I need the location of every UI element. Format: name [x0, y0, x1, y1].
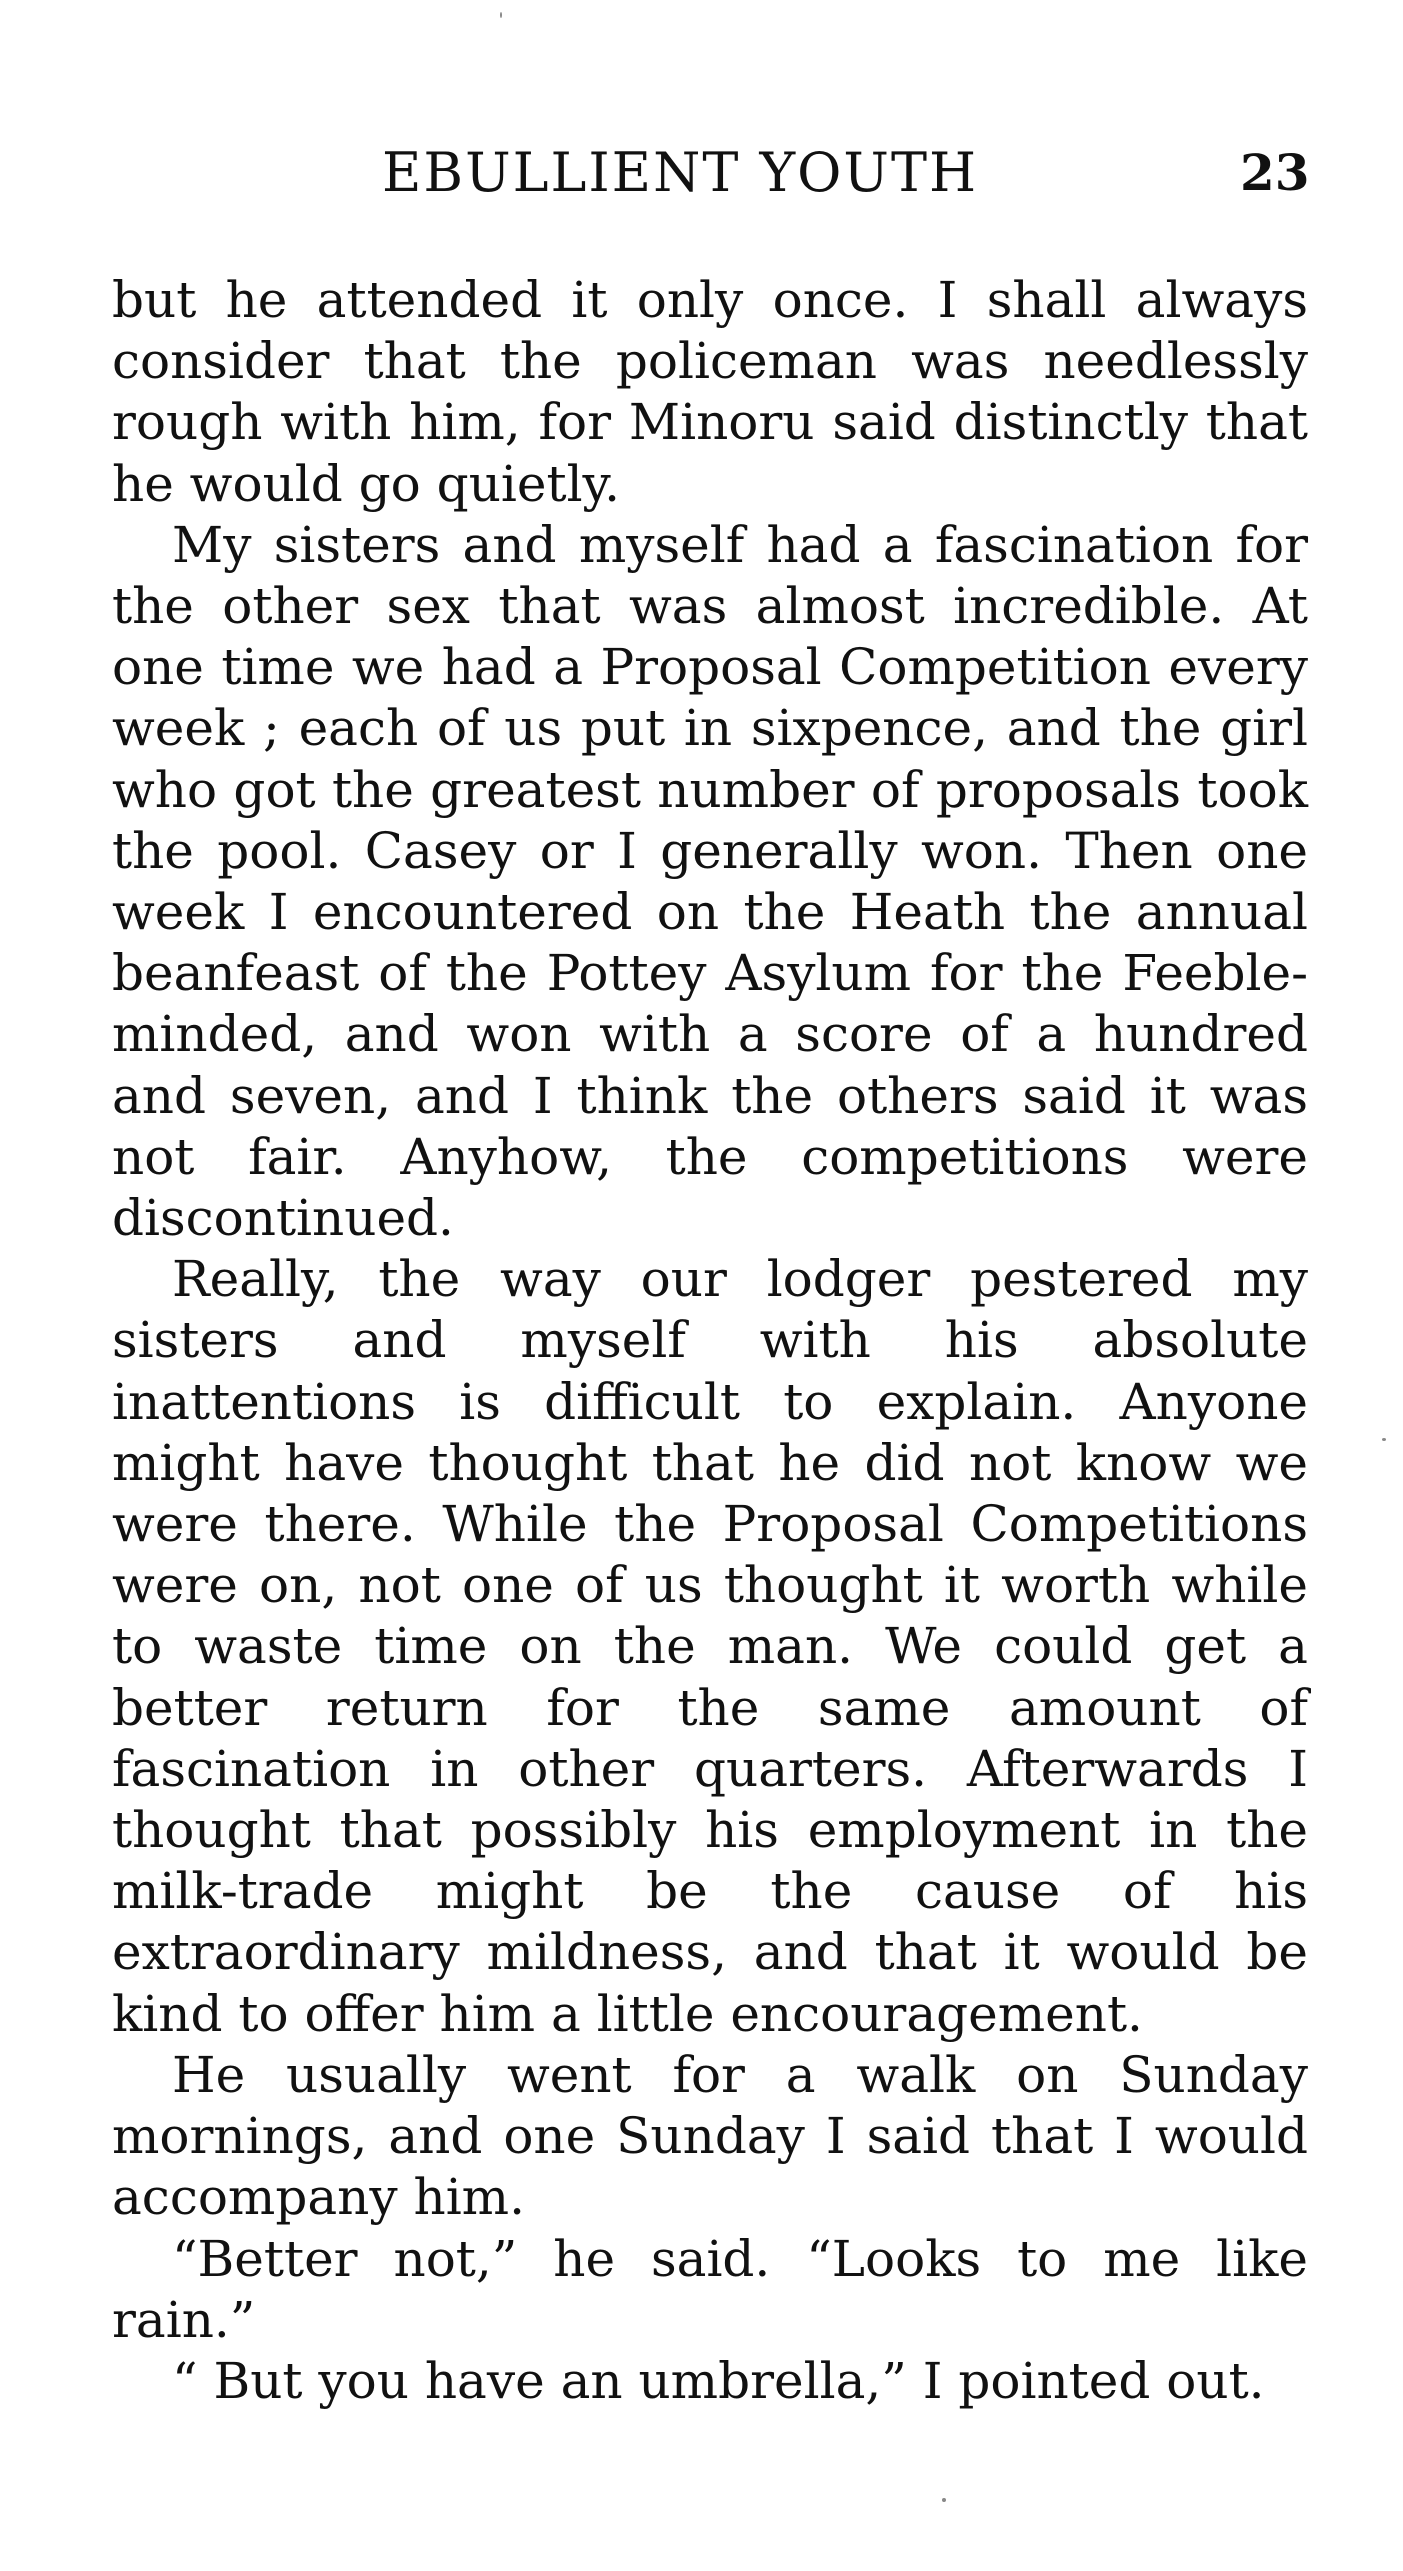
- running-head: [0, 138, 1403, 208]
- paragraph-dialogue-umbrella: “ But you have an umbrella,” I pointed out.: [172, 2351, 1265, 2410]
- body-text: [112, 270, 1308, 2412]
- paragraph-proposal-competition: My sisters and myself had a fascination for the other sex that was almost incredible. At one time we had a Proposal Competition every week ; each of us put in sixpence, and the girl who got the greatest number of proposals took the pool. Casey or I generally won. Then one week I encountered on the Heath the annual beanfeast of the Pottey Asylum for the Feeble-minded, and won with a score of a hundred and seven, and I think the others said it was not fair. Anyhow, the competitions were discontinued.: [112, 515, 1308, 1248]
- paper-speck: [500, 12, 502, 18]
- paragraph-continuation: but he attended it only once. I shall always consider that the policeman was needlessly rough with him, for Minoru said distinctly that he would go quietly.: [112, 271, 1308, 513]
- paper-speck: [1382, 1438, 1386, 1441]
- page-number: 23: [1240, 143, 1310, 202]
- paragraph-lodger: Really, the way our lodger pestered my sisters and myself with his absolute inattentions is difficult to explain. Anyone might have thought that he did not know we were there. While the Proposal Competitions were on, not one of us thought it worth while to waste time on the man. We could get a better return for the same amount of fascination in other quarters. Afterwards I thought that possibly his employment in the milk-trade might be the cause of his extraordinary mildness, and that it would be kind to offer him a little encouragement.: [112, 1250, 1308, 2043]
- running-title: EBULLIENT YOUTH: [382, 141, 979, 204]
- paper-speck: [942, 2498, 946, 2502]
- paragraph-sunday-walk: He usually went for a walk on Sunday mornings, and one Sunday I said that I would accompany him.: [112, 2045, 1308, 2227]
- paragraph-dialogue-rain: “Better not,” he said. “Looks to me like rain.”: [112, 2229, 1308, 2349]
